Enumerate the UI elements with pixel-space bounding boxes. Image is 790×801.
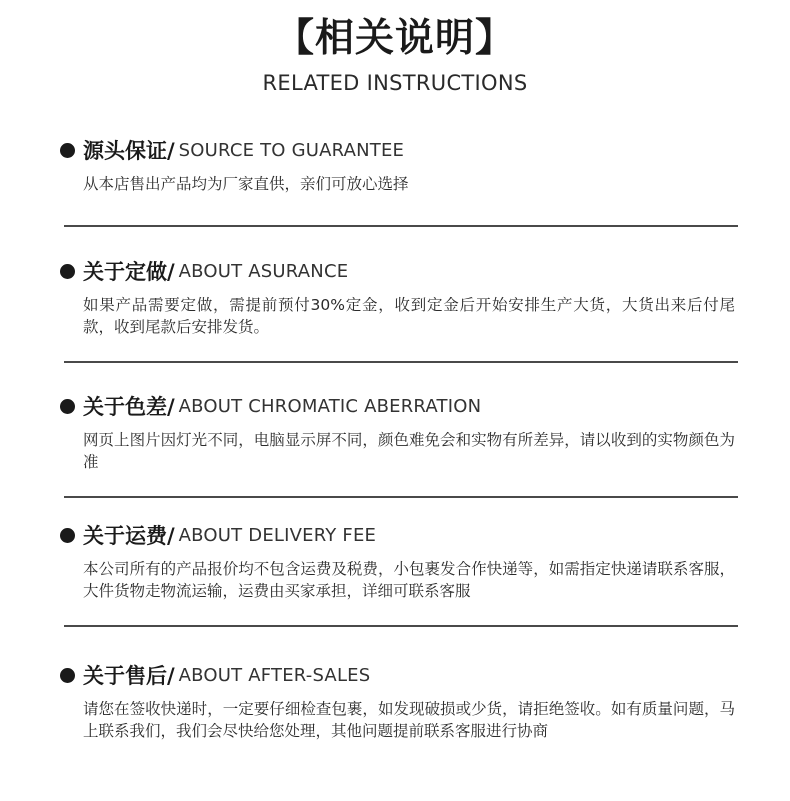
page-subtitle: RELATED INSTRUCTIONS (262, 71, 528, 95)
section-heading (60, 520, 740, 550)
section-color-difference (60, 391, 740, 473)
section-body: 网页上图片因灯光不同，电脑显示屏不同，颜色难免会和实物有所差异，请以收到的实物颜色为准 (83, 431, 735, 471)
page-header (0, 14, 790, 96)
section-heading (60, 660, 740, 690)
section-heading (60, 135, 740, 165)
section-delivery-fee (60, 520, 740, 602)
section-title-en: ABOUT CHROMATIC ABERRATION (178, 395, 482, 417)
section-title-en: ABOUT AFTER-SALES (178, 664, 371, 686)
divider (64, 496, 738, 498)
bullet-dot-icon (60, 143, 75, 158)
section-about-custom (60, 256, 740, 338)
section-source-guarantee (60, 135, 740, 195)
section-body: 如果产品需要定做，需提前预付30%定金，收到定金后开始安排生产大货，大货出来后付尾款，收到尾款后安排发货。 (83, 296, 735, 336)
section-body: 本公司所有的产品报价均不包含运费及税费，小包裹发合作快递等，如需指定快递请联系客服，大件货物走物流运输，运费由买家承担，详细可联系客服 (83, 560, 735, 600)
section-title-en: SOURCE TO GUARANTEE (178, 139, 405, 161)
section-title-en: ABOUT ASURANCE (178, 260, 349, 282)
divider (64, 225, 738, 227)
section-title-en: ABOUT DELIVERY FEE (178, 524, 377, 546)
section-title-cn: 关于色差/ (83, 395, 175, 419)
bullet-dot-icon (60, 668, 75, 683)
divider (64, 361, 738, 363)
section-title-cn: 源头保证/ (83, 139, 175, 163)
divider (64, 625, 738, 627)
page-title: 【相关说明】 (274, 16, 515, 61)
bullet-dot-icon (60, 399, 75, 414)
section-body: 从本店售出产品均为厂家直供，亲们可放心选择 (83, 175, 409, 193)
section-title-cn: 关于运费/ (83, 524, 175, 548)
section-heading (60, 256, 740, 286)
bullet-dot-icon (60, 528, 75, 543)
section-title-cn: 关于定做/ (83, 260, 175, 284)
bullet-dot-icon (60, 264, 75, 279)
section-heading (60, 391, 740, 421)
section-after-sales (60, 660, 740, 742)
section-body: 请您在签收快递时，一定要仔细检查包裹，如发现破损或少货，请拒绝签收。如有质量问题，马上联系我们，我们会尽快给您处理，其他问题提前联系客服进行协商 (83, 700, 735, 740)
section-title-cn: 关于售后/ (83, 664, 175, 688)
